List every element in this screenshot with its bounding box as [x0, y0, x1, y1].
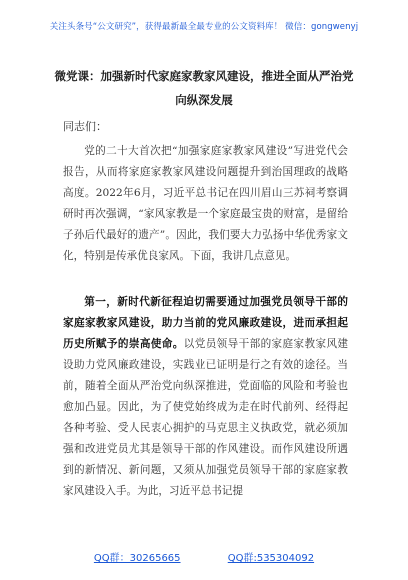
paragraph-lead: 第一，新时代新征程迫切需要通过加强党员领导干部的家庭家教家风建设，助力当前的党风廉政建设，进而承担起历史所赋予的崇高使命。 [63, 296, 348, 350]
paragraph-body: 以党员领导干部的家庭家教家风建设助力党风廉政建设，实践业已证明是行之有效的途径。当前，随着全面从严治党向纵深推进，党面临的风险和考验也愈加凸显。因此，为了使党始终成为走在时代前列、经得起各种考验、受人民衷心拥护的马克思主义执政党，就必须加强和改进党员尤其是领导干部的作风建设。而作风建设所遇到的新情况、新问题，又须从加强党员领导干部的家庭家教家风建设入手。为此，习近平总书记提 [63, 338, 349, 497]
document-title: 微党课：加强新时代家庭家教家风建设，推进全面从严治党向纵深发展 [54, 69, 354, 107]
promo-banner[interactable]: 关注头条号“公文研究”，获得最新最全最专业的公文资料库！ 微信：gongwenyj [49, 22, 359, 32]
paragraph-intro: 党的二十大首次把“加强家庭家教家风建设”写进党代会报告，从而将家庭家教家风建设问题提升到治国理政的战略高度。2022年6月，习近平总书记在四川眉山三苏祠考察调研时再次强调，“家风家教是一个家庭最宝贵的财富，是留给子孙后代最好的遗产”。因此，我们要大力弘扬中华优秀家文化，特别是传承优良家风。下面，我讲几点意见。 [63, 145, 348, 262]
salutation: 同志们： [63, 120, 107, 133]
paragraph-point-one [63, 292, 348, 502]
footer-contact [0, 549, 408, 564]
qq-group-link-1[interactable]: QQ群：30265665 [93, 553, 181, 564]
qq-group-link-2[interactable]: QQ群:535304092 [227, 553, 315, 564]
